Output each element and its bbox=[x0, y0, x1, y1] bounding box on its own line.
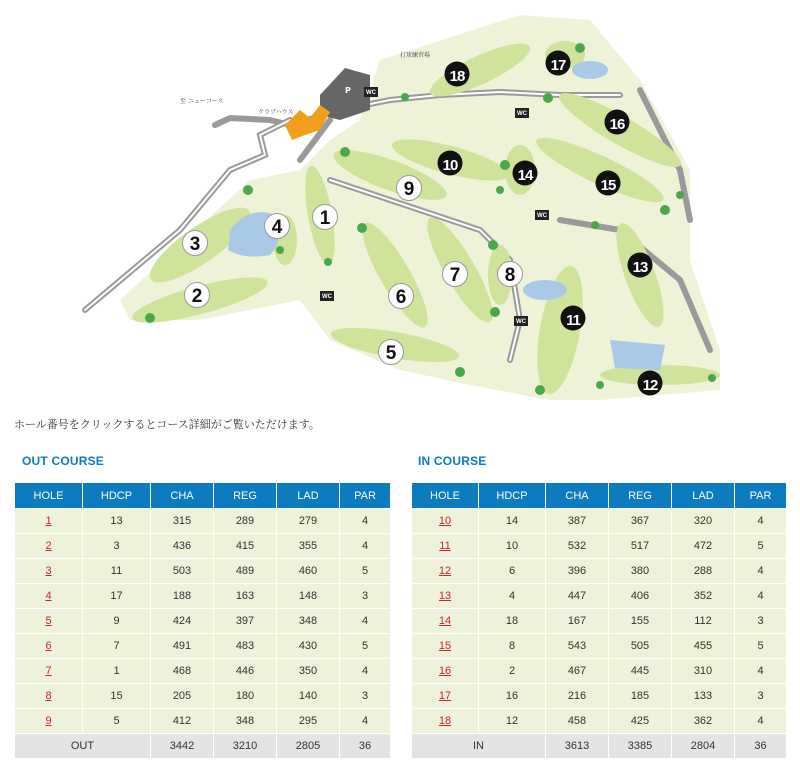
column-header: CHA bbox=[546, 483, 609, 509]
hole-link[interactable]: 9 bbox=[45, 715, 52, 727]
total-label: OUT bbox=[15, 734, 151, 759]
column-header: HOLE bbox=[412, 483, 479, 509]
table-cell: 5 bbox=[340, 559, 391, 584]
out-course-table bbox=[14, 482, 391, 759]
hole-link[interactable]: 7 bbox=[45, 665, 52, 677]
hole-cell bbox=[15, 709, 83, 734]
table-cell: 4 bbox=[340, 709, 391, 734]
table-cell: 1 bbox=[83, 659, 151, 684]
hole-number-label: 5 bbox=[385, 343, 397, 364]
table-cell: 436 bbox=[151, 534, 214, 559]
course-map bbox=[70, 0, 740, 410]
range-label: 打球練習場 bbox=[400, 52, 431, 59]
svg-text:WC: WC bbox=[516, 319, 526, 325]
hole-cell bbox=[15, 584, 83, 609]
svg-text:WC: WC bbox=[366, 90, 376, 96]
hole-link[interactable]: 12 bbox=[438, 565, 452, 577]
total-reg: 3385 bbox=[609, 734, 672, 759]
table-cell: 503 bbox=[151, 559, 214, 584]
hole-marker-3[interactable] bbox=[183, 231, 208, 256]
table-cell: 458 bbox=[546, 709, 609, 734]
table-cell: 5 bbox=[735, 634, 787, 659]
table-cell: 163 bbox=[214, 584, 277, 609]
table-cell: 430 bbox=[277, 634, 340, 659]
hole-link[interactable]: 16 bbox=[438, 665, 452, 677]
hole-marker-11[interactable] bbox=[561, 306, 586, 331]
hole-link[interactable]: 17 bbox=[438, 690, 452, 702]
table-row bbox=[15, 559, 391, 584]
table-cell: 10 bbox=[479, 534, 546, 559]
table-cell: 491 bbox=[151, 634, 214, 659]
hole-number-label: 10 bbox=[442, 157, 458, 174]
hole-cell bbox=[15, 559, 83, 584]
hole-number-label: 3 bbox=[189, 234, 201, 255]
table-cell: 489 bbox=[214, 559, 277, 584]
hole-marker-1[interactable] bbox=[313, 205, 338, 230]
table-row bbox=[412, 509, 787, 534]
svg-text:WC: WC bbox=[537, 213, 547, 219]
table-cell: 460 bbox=[277, 559, 340, 584]
table-cell: 8 bbox=[479, 634, 546, 659]
table-cell: 425 bbox=[609, 709, 672, 734]
clubhouse-label: クラブハウス bbox=[258, 109, 294, 116]
table-cell: 355 bbox=[277, 534, 340, 559]
table-row bbox=[412, 684, 787, 709]
table-cell: 5 bbox=[83, 709, 151, 734]
total-par: 36 bbox=[735, 734, 787, 759]
table-cell: 4 bbox=[340, 509, 391, 534]
table-cell: 4 bbox=[479, 584, 546, 609]
table-cell: 348 bbox=[214, 709, 277, 734]
table-cell: 13 bbox=[83, 509, 151, 534]
instruction-text: ホール番号をクリックするとコース詳細がご覧いただけます。 bbox=[14, 418, 320, 431]
hole-marker-4[interactable] bbox=[265, 214, 290, 239]
hole-number-label: 18 bbox=[449, 68, 465, 85]
table-cell: 4 bbox=[735, 584, 787, 609]
table-cell: 4 bbox=[340, 534, 391, 559]
table-cell: 4 bbox=[735, 509, 787, 534]
table-cell: 468 bbox=[151, 659, 214, 684]
hole-marker-13[interactable] bbox=[628, 253, 653, 278]
hole-cell bbox=[412, 634, 479, 659]
table-cell: 3 bbox=[735, 684, 787, 709]
table-header-row bbox=[15, 483, 391, 509]
table-row bbox=[15, 584, 391, 609]
hole-cell bbox=[15, 609, 83, 634]
hole-cell bbox=[15, 509, 83, 534]
table-cell: 352 bbox=[672, 584, 735, 609]
column-header: HDCP bbox=[83, 483, 151, 509]
table-cell: 532 bbox=[546, 534, 609, 559]
hole-link[interactable]: 8 bbox=[45, 690, 52, 702]
table-cell: 14 bbox=[479, 509, 546, 534]
table-row bbox=[15, 509, 391, 534]
table-row bbox=[15, 659, 391, 684]
hole-number-label: 2 bbox=[191, 286, 203, 307]
table-cell: 279 bbox=[277, 509, 340, 534]
wc-icon bbox=[514, 316, 528, 326]
total-reg: 3210 bbox=[214, 734, 277, 759]
table-cell: 295 bbox=[277, 709, 340, 734]
svg-text:WC: WC bbox=[517, 111, 527, 117]
hole-link[interactable]: 3 bbox=[45, 565, 52, 577]
hole-number-label: 8 bbox=[504, 265, 516, 286]
total-row bbox=[412, 734, 787, 759]
table-cell: 387 bbox=[546, 509, 609, 534]
table-cell: 148 bbox=[277, 584, 340, 609]
table-cell: 447 bbox=[546, 584, 609, 609]
table-cell: 517 bbox=[609, 534, 672, 559]
hole-link[interactable]: 10 bbox=[438, 515, 452, 527]
column-header: LAD bbox=[672, 483, 735, 509]
table-row bbox=[15, 709, 391, 734]
column-header: REG bbox=[609, 483, 672, 509]
table-cell: 315 bbox=[151, 509, 214, 534]
hole-cell bbox=[15, 634, 83, 659]
hole-link[interactable]: 14 bbox=[438, 615, 452, 627]
table-cell: 188 bbox=[151, 584, 214, 609]
table-cell: 9 bbox=[83, 609, 151, 634]
table-cell: 4 bbox=[340, 659, 391, 684]
hole-number-label: 1 bbox=[319, 208, 331, 229]
table-cell: 288 bbox=[672, 559, 735, 584]
hole-cell bbox=[15, 659, 83, 684]
table-cell: 3 bbox=[735, 609, 787, 634]
total-lad: 2804 bbox=[672, 734, 735, 759]
hole-marker-8[interactable] bbox=[498, 262, 523, 287]
hole-marker-10[interactable] bbox=[438, 151, 463, 176]
table-row bbox=[412, 634, 787, 659]
hole-cell bbox=[412, 709, 479, 734]
table-cell: 348 bbox=[277, 609, 340, 634]
table-cell: 4 bbox=[340, 609, 391, 634]
table-cell: 15 bbox=[83, 684, 151, 709]
hole-cell bbox=[15, 534, 83, 559]
table-cell: 216 bbox=[546, 684, 609, 709]
table-cell: 12 bbox=[479, 709, 546, 734]
wc-icon bbox=[364, 87, 378, 97]
table-row bbox=[412, 584, 787, 609]
table-cell: 289 bbox=[214, 509, 277, 534]
hole-cell bbox=[412, 509, 479, 534]
hole-marker-2[interactable] bbox=[185, 283, 210, 308]
table-cell: 350 bbox=[277, 659, 340, 684]
hole-number-label: 17 bbox=[550, 57, 566, 74]
hole-marker-5[interactable] bbox=[379, 340, 404, 365]
out-course-title: OUT COURSE bbox=[22, 454, 105, 468]
in-course-table bbox=[411, 482, 787, 759]
table-cell: 3 bbox=[340, 684, 391, 709]
hole-marker-15[interactable] bbox=[596, 171, 621, 196]
hole-link[interactable]: 6 bbox=[45, 640, 52, 652]
table-cell: 412 bbox=[151, 709, 214, 734]
table-cell: 133 bbox=[672, 684, 735, 709]
hole-cell bbox=[412, 609, 479, 634]
table-cell: 310 bbox=[672, 659, 735, 684]
hole-marker-18[interactable] bbox=[445, 62, 470, 87]
total-cha: 3442 bbox=[151, 734, 214, 759]
table-row bbox=[15, 534, 391, 559]
hole-number-label: 11 bbox=[566, 312, 580, 329]
table-row bbox=[412, 559, 787, 584]
hole-marker-6[interactable] bbox=[389, 284, 414, 309]
hole-link[interactable]: 5 bbox=[45, 615, 52, 627]
table-cell: 424 bbox=[151, 609, 214, 634]
table-cell: 167 bbox=[546, 609, 609, 634]
wc-icon bbox=[535, 210, 549, 220]
column-header: REG bbox=[214, 483, 277, 509]
hole-cell bbox=[412, 584, 479, 609]
hole-link[interactable]: 11 bbox=[439, 540, 451, 552]
hole-number-label: 12 bbox=[642, 377, 658, 394]
table-cell: 5 bbox=[735, 534, 787, 559]
hole-link[interactable]: 18 bbox=[438, 715, 452, 727]
hole-marker-16[interactable] bbox=[605, 110, 630, 135]
table-row bbox=[15, 609, 391, 634]
hole-number-label: 16 bbox=[609, 116, 625, 133]
table-cell: 446 bbox=[214, 659, 277, 684]
table-cell: 180 bbox=[214, 684, 277, 709]
hole-cell bbox=[15, 684, 83, 709]
total-par: 36 bbox=[340, 734, 391, 759]
table-cell: 4 bbox=[735, 559, 787, 584]
hole-number-label: 7 bbox=[449, 265, 461, 286]
table-cell: 4 bbox=[735, 659, 787, 684]
column-header: CHA bbox=[151, 483, 214, 509]
column-header: LAD bbox=[277, 483, 340, 509]
hole-cell bbox=[412, 684, 479, 709]
table-cell: 505 bbox=[609, 634, 672, 659]
table-cell: 185 bbox=[609, 684, 672, 709]
table-cell: 415 bbox=[214, 534, 277, 559]
table-cell: 543 bbox=[546, 634, 609, 659]
table-row bbox=[15, 684, 391, 709]
table-header-row bbox=[412, 483, 787, 509]
table-cell: 367 bbox=[609, 509, 672, 534]
table-row bbox=[412, 709, 787, 734]
wc-icon bbox=[320, 291, 334, 301]
hole-number-label: 15 bbox=[600, 177, 616, 194]
table-cell: 396 bbox=[546, 559, 609, 584]
total-row bbox=[15, 734, 391, 759]
table-cell: 472 bbox=[672, 534, 735, 559]
hole-link[interactable]: 1 bbox=[45, 515, 52, 527]
hole-marker-17[interactable] bbox=[546, 51, 571, 76]
hole-marker-9[interactable] bbox=[397, 176, 422, 201]
table-cell: 4 bbox=[735, 709, 787, 734]
table-row bbox=[412, 609, 787, 634]
table-cell: 467 bbox=[546, 659, 609, 684]
total-cha: 3613 bbox=[546, 734, 609, 759]
table-cell: 445 bbox=[609, 659, 672, 684]
svg-text:WC: WC bbox=[322, 294, 332, 300]
column-header: PAR bbox=[735, 483, 787, 509]
table-cell: 17 bbox=[83, 584, 151, 609]
table-cell: 320 bbox=[672, 509, 735, 534]
table-cell: 6 bbox=[479, 559, 546, 584]
table-cell: 155 bbox=[609, 609, 672, 634]
hole-link[interactable]: 15 bbox=[438, 640, 452, 652]
table-cell: 406 bbox=[609, 584, 672, 609]
table-cell: 3 bbox=[83, 534, 151, 559]
total-label: IN bbox=[412, 734, 546, 759]
table-row bbox=[412, 659, 787, 684]
table-cell: 380 bbox=[609, 559, 672, 584]
hole-marker-12[interactable] bbox=[638, 371, 663, 396]
table-cell: 140 bbox=[277, 684, 340, 709]
hole-number-label: 9 bbox=[403, 179, 415, 200]
hole-link[interactable]: 2 bbox=[45, 540, 52, 552]
table-cell: 112 bbox=[672, 609, 735, 634]
hole-cell bbox=[412, 659, 479, 684]
wc-icon bbox=[515, 108, 529, 118]
hole-number-label: 4 bbox=[271, 217, 283, 238]
hole-number-label: 14 bbox=[517, 167, 533, 184]
parking-label: P bbox=[345, 86, 351, 95]
column-header: HDCP bbox=[479, 483, 546, 509]
total-lad: 2805 bbox=[277, 734, 340, 759]
table-cell: 7 bbox=[83, 634, 151, 659]
hole-marker-14[interactable] bbox=[513, 161, 538, 186]
hole-marker-7[interactable] bbox=[443, 262, 468, 287]
table-cell: 362 bbox=[672, 709, 735, 734]
table-cell: 455 bbox=[672, 634, 735, 659]
table-row bbox=[412, 534, 787, 559]
in-course-title: IN COURSE bbox=[418, 454, 487, 468]
hole-link[interactable]: 4 bbox=[45, 590, 52, 602]
table-cell: 3 bbox=[340, 584, 391, 609]
table-cell: 16 bbox=[479, 684, 546, 709]
hole-cell bbox=[412, 534, 479, 559]
hole-number-label: 6 bbox=[395, 287, 407, 308]
table-row bbox=[15, 634, 391, 659]
table-cell: 18 bbox=[479, 609, 546, 634]
hole-cell bbox=[412, 559, 479, 584]
table-cell: 483 bbox=[214, 634, 277, 659]
table-cell: 11 bbox=[83, 559, 151, 584]
table-cell: 5 bbox=[340, 634, 391, 659]
hole-number-label: 13 bbox=[632, 259, 648, 276]
table-cell: 2 bbox=[479, 659, 546, 684]
column-header: PAR bbox=[340, 483, 391, 509]
hole-link[interactable]: 13 bbox=[438, 590, 452, 602]
column-header: HOLE bbox=[15, 483, 83, 509]
table-cell: 205 bbox=[151, 684, 214, 709]
road-label: 至 ニューコース bbox=[180, 98, 224, 105]
table-cell: 397 bbox=[214, 609, 277, 634]
